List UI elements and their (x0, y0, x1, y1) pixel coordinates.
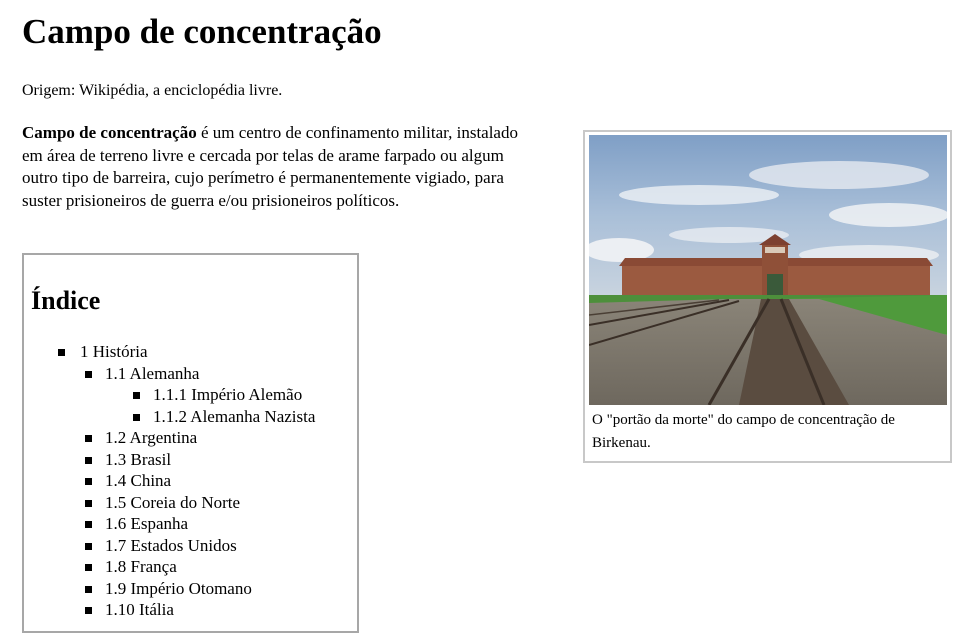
toc-item[interactable] (58, 470, 315, 492)
birkenau-gate-photo[interactable] (589, 135, 947, 405)
toc-item[interactable] (58, 556, 315, 578)
toc-item-label[interactable]: 1.1.1 Império Alemão (153, 385, 303, 404)
toc-item[interactable] (58, 363, 315, 385)
intro-text: é um centro de confinamento militar, instalado em área de terreno livre e cercada por telas de arame farpado ou algum outro tipo de barreira, cujo perímetro é permanentemente vigiado, para suster prisioneiros de guerra e/ou prisioneiros políticos. (22, 123, 518, 210)
toc-item[interactable] (58, 513, 315, 535)
bullet-icon (133, 414, 140, 421)
toc-item-label[interactable]: 1.1.2 Alemanha Nazista (153, 406, 316, 426)
bullet-icon (85, 457, 92, 464)
bullet-icon (85, 371, 92, 378)
intro-bold-term: Campo de concentração (22, 123, 197, 142)
toc-item-label[interactable]: 1.9 Império Otomano (105, 578, 252, 598)
toc-title: Índice (31, 286, 101, 315)
toc-item-label[interactable]: 1.1 Alemanha (105, 363, 200, 383)
toc-item-label[interactable]: 1.7 Estados Unidos (105, 535, 237, 555)
toc-item[interactable] (58, 578, 315, 600)
table-of-contents (22, 253, 359, 633)
toc-item-label[interactable]: 1 História (80, 342, 148, 361)
toc-item[interactable] (58, 406, 315, 428)
bullet-icon (85, 607, 92, 614)
toc-item-label[interactable]: 1.6 Espanha (105, 514, 189, 533)
toc-item-label[interactable]: 1.2 Argentina (105, 428, 198, 447)
bullet-icon (85, 500, 92, 507)
toc-item-label[interactable]: 1.8 França (105, 557, 177, 576)
bullet-icon (85, 543, 92, 550)
toc-item[interactable] (58, 535, 315, 557)
intro-paragraph (22, 122, 542, 212)
bullet-icon (85, 521, 92, 528)
page-title: Campo de concentração (22, 12, 382, 51)
toc-item-label[interactable]: 1.3 Brasil (105, 449, 172, 469)
bullet-icon (85, 586, 92, 593)
toc-item-label[interactable]: 1.5 Coreia do Norte (105, 492, 241, 512)
origin-note: Origem: Wikipédia, a enciclopédia livre. (22, 82, 283, 99)
toc-item[interactable] (58, 427, 315, 449)
toc-item[interactable] (58, 341, 315, 363)
figure-caption: O "portão da morte" do campo de concentração de Birkenau. (592, 412, 895, 451)
toc-item[interactable] (58, 492, 315, 514)
bullet-icon (85, 435, 92, 442)
toc-item[interactable] (58, 599, 315, 621)
toc-item-label[interactable]: 1.10 Itália (105, 600, 174, 619)
toc-item[interactable] (58, 449, 315, 471)
toc-list (58, 341, 315, 621)
bullet-icon (85, 478, 92, 485)
toc-item[interactable] (58, 384, 315, 406)
toc-item-label[interactable]: 1.4 China (105, 471, 172, 490)
bullet-icon (133, 392, 140, 399)
bullet-icon (58, 349, 65, 356)
bullet-icon (85, 564, 92, 571)
figure-box (583, 130, 952, 463)
